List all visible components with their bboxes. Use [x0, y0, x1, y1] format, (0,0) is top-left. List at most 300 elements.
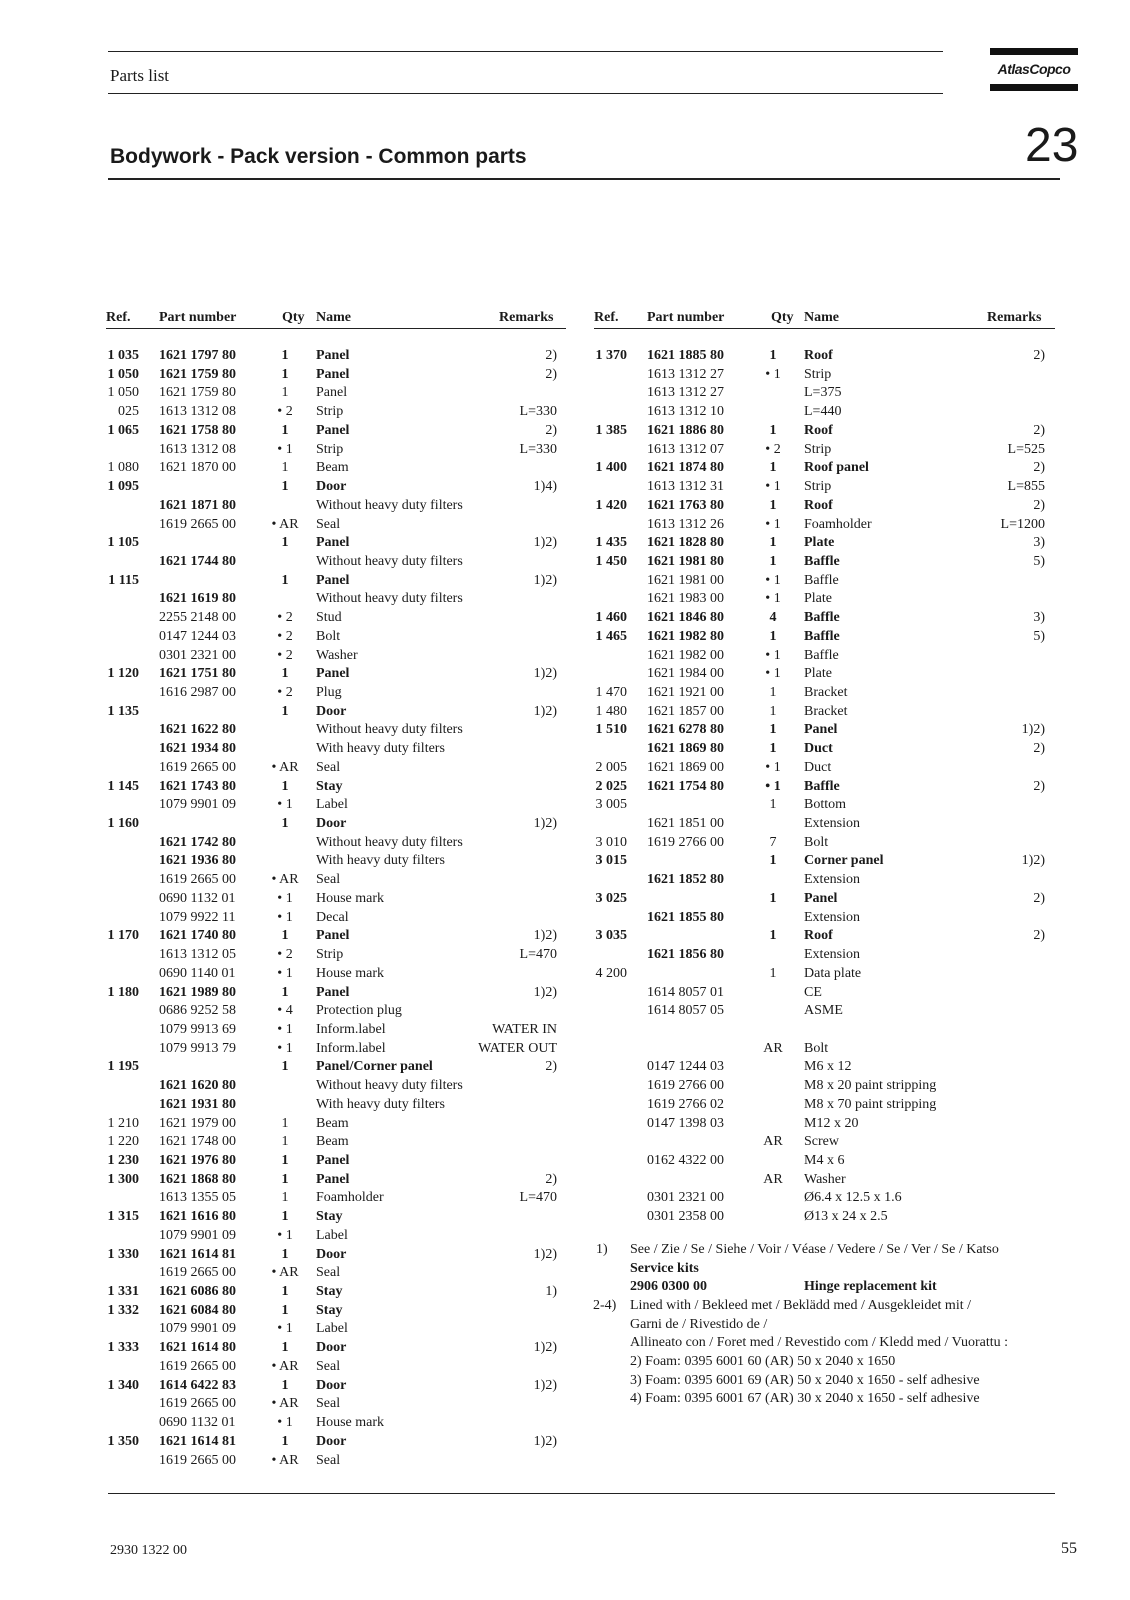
cell-part: 1621 1857 00 [647, 703, 724, 719]
cell-qty: 1 [281, 703, 289, 719]
cell-part: 0301 2358 00 [647, 1209, 724, 1225]
cell-name: Roof [804, 928, 833, 944]
cell-name: Beam [316, 1115, 349, 1131]
table-row [0, 383, 1130, 402]
cell-qty: • 1 [765, 778, 781, 794]
cell-rem: 5) [1033, 628, 1045, 644]
table-row [0, 1207, 1130, 1226]
table-row [0, 1188, 1130, 1207]
cell-part: 1621 1759 80 [159, 366, 236, 382]
note-1-text: See / Zie / Se / Siehe / Voir / Véase / Vedere / Se / Ver / Se / Katso [630, 1242, 999, 1257]
table-row [0, 1057, 1130, 1076]
cell-name: Decal [316, 909, 349, 925]
cell-ref: 3 015 [595, 853, 627, 869]
cell-name: Without heavy duty filters [316, 1078, 463, 1094]
table-row [0, 533, 1130, 552]
cell-part: 1621 1758 80 [159, 422, 236, 438]
cell-part: 1621 1921 00 [647, 685, 724, 700]
cell-part: 1621 1748 00 [159, 1134, 236, 1150]
table-row [0, 458, 1130, 477]
cell-rem: 1) [545, 1284, 557, 1299]
cell-part: 1621 1740 80 [159, 928, 236, 944]
cell-rem: 3) [1033, 535, 1045, 551]
cell-name: M4 x 6 [804, 1153, 845, 1168]
cell-part: 1621 1989 80 [159, 984, 236, 1000]
cell-qty: • 1 [277, 890, 293, 906]
cell-part: 1621 1982 80 [647, 628, 724, 644]
cell-part: 1621 1614 80 [159, 1340, 236, 1356]
cell-name: Roof [804, 497, 833, 513]
cell-name: Extension [804, 816, 860, 831]
cell-ref: 2 025 [595, 778, 627, 794]
table-row [0, 496, 1130, 515]
page-number: 55 [1061, 1540, 1077, 1557]
cell-rem: 2) [545, 1171, 557, 1187]
cell-part: 1614 8057 05 [647, 1003, 724, 1019]
cell-name: Data plate [804, 965, 862, 981]
cell-part: 1616 2987 00 [159, 685, 236, 700]
cell-name: Stay [316, 1209, 343, 1225]
cell-qty: • 1 [765, 666, 781, 682]
note-2-line: 2) Foam: 0395 6001 60 (AR) 50 x 2040 x 1650 [630, 1354, 896, 1369]
note-2-line: Garni de / Rivestido de / [630, 1317, 768, 1332]
col-qty: Qty [282, 310, 305, 325]
cell-part: 1621 1868 80 [159, 1171, 236, 1187]
cell-ref: 1 080 [107, 460, 139, 476]
cell-name: Seal [316, 1452, 341, 1468]
cell-name: Panel [316, 1171, 350, 1187]
table-row [0, 702, 1130, 721]
cell-part: 1621 6086 80 [159, 1284, 236, 1299]
cell-name: Door [316, 1246, 347, 1262]
cell-qty: 4 [769, 610, 777, 626]
table-row [0, 795, 1130, 814]
cell-name: M8 x 20 paint stripping [804, 1078, 937, 1094]
cell-part: 1621 1869 80 [647, 741, 724, 757]
cell-rem: 1)2) [533, 816, 557, 831]
cell-part: 1621 1828 80 [647, 535, 724, 551]
cell-part: 1621 1763 80 [647, 497, 724, 513]
cell-part: 1619 2766 00 [647, 834, 724, 850]
cell-part: 1079 9913 79 [159, 1040, 236, 1056]
cell-ref: 1 460 [595, 610, 627, 626]
cell-name: Without heavy duty filters [316, 553, 463, 569]
cell-ref: 1 331 [107, 1284, 139, 1299]
cell-qty: 1 [769, 722, 777, 738]
cell-ref: 1 510 [595, 722, 627, 738]
cell-name: Panel/Corner panel [316, 1059, 433, 1075]
table-row [0, 627, 1130, 646]
cell-rem: 1)2) [533, 535, 557, 551]
cell-part: 1621 1622 80 [159, 722, 236, 738]
cell-qty: 1 [281, 666, 289, 682]
cell-name: House mark [316, 965, 385, 981]
cell-ref: 1 420 [595, 497, 627, 513]
cell-rem: 5) [1033, 553, 1045, 569]
cell-rem: 1)4) [533, 479, 557, 494]
cell-qty: 1 [769, 890, 777, 906]
cell-name: Door [316, 816, 347, 831]
cell-name: Beam [316, 460, 349, 476]
left-header-rule [106, 328, 566, 329]
kit-part-number: 2906 0300 00 [630, 1279, 707, 1294]
cell-rem: 1)2) [533, 1377, 557, 1393]
cell-name: Ø13 x 24 x 2.5 [804, 1209, 888, 1225]
note-2-line: 4) Foam: 0395 6001 67 (AR) 30 x 2040 x 1650 - self adhesive [630, 1391, 980, 1406]
footer-rule [108, 1493, 1055, 1494]
right-table-header [0, 308, 1130, 327]
cell-name: Extension [804, 872, 860, 888]
cell-qty: 1 [281, 1134, 289, 1150]
cell-name: M12 x 20 [804, 1115, 859, 1131]
cell-name: Plug [316, 685, 342, 700]
col-part-number: Part number [647, 310, 725, 325]
table-row [0, 1095, 1130, 1114]
cell-qty: 1 [769, 422, 777, 438]
cell-part: 1621 1614 81 [159, 1433, 236, 1449]
cell-name: Plate [804, 666, 832, 682]
cell-name: Stay [316, 1302, 343, 1318]
cell-name: Plate [804, 591, 832, 607]
cell-part: 1619 2665 00 [159, 759, 236, 775]
cell-part: 1621 1984 00 [647, 666, 724, 682]
cell-part: 1613 1312 10 [647, 404, 724, 420]
cell-name: Roof panel [804, 460, 869, 476]
cell-rem: 2) [1033, 778, 1045, 794]
cell-name: Panel [316, 422, 350, 438]
note-2-key: 2-4) [593, 1298, 617, 1313]
cell-name: Strip [804, 366, 832, 382]
section-label: Parts list [110, 66, 170, 85]
cell-qty: 1 [281, 348, 289, 363]
cell-ref: 1 333 [107, 1340, 139, 1356]
cell-name: Door [316, 1433, 347, 1449]
cell-ref: 1 035 [107, 348, 139, 363]
cell-part: 0147 1244 03 [159, 628, 236, 644]
table-row [0, 777, 1130, 796]
col-ref: Ref. [594, 310, 619, 325]
col-part-number: Part number [159, 310, 237, 325]
cell-part: 1621 1871 80 [159, 497, 236, 513]
cell-qty: AR [763, 1040, 783, 1056]
note-1-key: 1) [596, 1242, 608, 1257]
cell-rem: 2) [1033, 422, 1045, 438]
cell-qty: 1 [281, 984, 289, 1000]
cell-name: With heavy duty filters [316, 741, 445, 757]
cell-name: Panel [316, 666, 350, 682]
cell-part: 1079 9901 09 [159, 797, 236, 813]
table-row [0, 964, 1130, 983]
cell-qty: 1 [281, 1377, 289, 1393]
cell-qty: 1 [769, 553, 777, 569]
cell-part: 0690 1132 01 [159, 890, 236, 906]
cell-name: Strip [804, 479, 832, 494]
cell-name: Panel [316, 348, 350, 363]
cell-part: 1621 1614 81 [159, 1246, 236, 1262]
cell-qty: 1 [281, 1284, 289, 1299]
table-row [0, 833, 1130, 852]
cell-part: 0301 2321 00 [159, 647, 236, 663]
cell-ref: 2 005 [595, 759, 627, 775]
cell-qty: • AR [271, 872, 299, 888]
col-qty: Qty [771, 310, 794, 325]
cell-rem: L=1200 [1000, 516, 1045, 532]
cell-part: 1621 1852 80 [647, 872, 724, 888]
cell-qty: • AR [271, 759, 299, 775]
cell-ref: 1 120 [107, 666, 139, 682]
cell-name: House mark [316, 1415, 385, 1430]
cell-ref: 1 300 [107, 1171, 139, 1187]
cell-part: 1621 1846 80 [647, 610, 724, 626]
cell-part: 1621 6278 80 [647, 722, 724, 738]
cell-part: 1621 1797 80 [159, 348, 236, 363]
cell-rem: 1)2) [533, 666, 557, 682]
cell-qty: 1 [769, 703, 777, 719]
cell-name: Bottom [804, 797, 847, 813]
cell-ref: 1 330 [107, 1246, 139, 1262]
kit-name: Hinge replacement kit [804, 1279, 937, 1294]
cell-name: Label [316, 797, 348, 813]
cell-rem: 2) [1033, 497, 1045, 513]
cell-name: Foamholder [804, 516, 872, 532]
col-ref: Ref. [106, 310, 131, 325]
table-row [0, 1413, 1130, 1432]
cell-name: Seal [316, 1358, 341, 1374]
table-row [0, 983, 1130, 1002]
cell-qty: 1 [281, 1171, 289, 1187]
right-header-rule [594, 328, 1055, 329]
cell-name: Protection plug [316, 1003, 402, 1019]
cell-qty: 1 [281, 1302, 289, 1318]
cell-ref: 1 105 [107, 535, 139, 551]
cell-qty: 1 [769, 535, 777, 551]
cell-qty: 1 [281, 1153, 289, 1168]
cell-ref: 1 195 [107, 1059, 139, 1075]
table-row [0, 720, 1130, 739]
cell-qty: 1 [281, 778, 289, 794]
cell-part: 1621 1931 80 [159, 1096, 236, 1112]
cell-qty: • 1 [277, 441, 293, 457]
cell-name: Strip [804, 441, 832, 457]
cell-rem: 2) [1033, 741, 1045, 757]
cell-part: 1613 1312 05 [159, 947, 236, 962]
cell-qty: • AR [271, 1452, 299, 1468]
cell-qty: • 1 [765, 479, 781, 494]
cell-part: 1621 1934 80 [159, 741, 236, 757]
cell-name: Panel [316, 984, 350, 1000]
cell-qty: • 1 [277, 965, 293, 981]
cell-rem: 2) [545, 422, 557, 438]
table-row [0, 683, 1130, 702]
cell-name: Bracket [804, 703, 848, 719]
cell-part: 1079 9922 11 [159, 909, 236, 925]
cell-qty: 1 [281, 1209, 289, 1225]
cell-name: Roof [804, 422, 833, 438]
cell-part: 1619 2665 00 [159, 516, 236, 532]
cell-name: M8 x 70 paint stripping [804, 1096, 937, 1112]
cell-rem: 1)2) [533, 984, 557, 1000]
cell-name: Label [316, 1227, 348, 1243]
cell-part: 1613 1312 26 [647, 516, 724, 532]
table-row [0, 1001, 1130, 1020]
table-row [0, 814, 1130, 833]
cell-part: 0147 1244 03 [647, 1059, 724, 1075]
cell-rem: 2) [1033, 890, 1045, 906]
cell-name: Panel [316, 1153, 350, 1168]
cell-qty: 1 [281, 535, 289, 551]
cell-qty: • 2 [277, 404, 293, 420]
cell-rem: L=470 [519, 947, 557, 962]
cell-part: 2255 2148 00 [159, 610, 236, 626]
table-row [0, 402, 1130, 421]
cell-qty: AR [763, 1171, 783, 1187]
cell-rem: 2) [545, 366, 557, 382]
cell-name: Seal [316, 516, 341, 532]
cell-rem: 2) [1033, 460, 1045, 476]
cell-qty: 1 [769, 853, 777, 869]
cell-qty: • 2 [765, 441, 781, 457]
cell-qty: 1 [769, 685, 777, 700]
cell-ref: 1 160 [107, 816, 139, 831]
cell-rem: L=330 [519, 441, 557, 457]
cell-name: Without heavy duty filters [316, 591, 463, 607]
cell-part: 1621 1870 00 [159, 460, 236, 476]
cell-part: 1621 1620 80 [159, 1078, 236, 1094]
cell-name: Inform.label [316, 1040, 386, 1056]
cell-part: 1621 1983 00 [647, 591, 724, 607]
cell-name: Panel [316, 572, 350, 588]
cell-ref: 3 035 [595, 928, 627, 944]
cell-part: 1619 2766 02 [647, 1096, 724, 1112]
cell-name: Panel [316, 535, 350, 551]
col-name: Name [316, 310, 351, 325]
cell-rem: L=330 [519, 404, 557, 420]
cell-part: 1613 1312 31 [647, 479, 724, 494]
cell-part: 1614 6422 83 [159, 1377, 236, 1393]
cell-qty: • 2 [277, 947, 293, 962]
cell-ref: 1 230 [107, 1153, 139, 1168]
cell-name: Duct [804, 741, 833, 757]
cell-ref: 1 065 [107, 422, 139, 438]
cell-ref: 4 200 [595, 965, 627, 981]
cell-name: Baffle [804, 778, 840, 794]
cell-qty: 1 [769, 628, 777, 644]
cell-ref: 1 315 [107, 1209, 139, 1225]
cell-qty: 1 [281, 460, 289, 476]
cell-qty: • 1 [277, 1040, 293, 1056]
cell-rem: 3) [1033, 610, 1045, 626]
cell-ref: 1 115 [108, 572, 139, 588]
cell-qty: AR [763, 1134, 783, 1150]
table-row [0, 1451, 1130, 1470]
cell-qty: 1 [769, 965, 777, 981]
table-row [0, 1263, 1130, 1282]
cell-qty: • 2 [277, 628, 293, 644]
col-remarks: Remarks [499, 310, 554, 325]
cell-part: 1621 1759 80 [159, 385, 236, 401]
cell-rem: 1)2) [533, 1433, 557, 1449]
cell-name: Screw [804, 1134, 839, 1150]
cell-part: 1619 2665 00 [159, 872, 236, 888]
cell-rem: 2) [1033, 928, 1045, 944]
cell-part: 1621 6084 80 [159, 1302, 236, 1318]
cell-part: 1621 1976 80 [159, 1153, 236, 1168]
cell-name: Stay [316, 778, 343, 794]
col-remarks: Remarks [987, 310, 1042, 325]
table-row [0, 1114, 1130, 1133]
cell-qty: • 1 [765, 647, 781, 663]
cell-name: Door [316, 1340, 347, 1356]
cell-ref: 1 332 [107, 1302, 139, 1318]
cell-rem: 1)2) [533, 1340, 557, 1356]
cell-ref: 1 145 [107, 778, 139, 794]
cell-name: Seal [316, 872, 341, 888]
table-row [0, 608, 1130, 627]
cell-part: 1621 1855 80 [647, 909, 724, 925]
cell-part: 1621 1981 00 [647, 572, 724, 588]
cell-qty: 1 [281, 816, 289, 831]
cell-qty: 1 [281, 1246, 289, 1262]
cell-qty: 1 [281, 366, 289, 382]
cell-part: 1614 8057 01 [647, 984, 724, 1000]
table-row [0, 646, 1130, 665]
table-row [0, 1039, 1130, 1058]
note-2-line: Lined with / Bekleed met / Beklädd med / Ausgekleidet mit / [630, 1298, 971, 1313]
cell-name: Stud [316, 610, 342, 626]
cell-name: Panel [804, 722, 838, 738]
cell-name: Strip [316, 441, 344, 457]
cell-name: Stay [316, 1284, 343, 1299]
table-row [0, 945, 1130, 964]
cell-ref: 3 010 [595, 834, 627, 850]
cell-ref: 3 025 [595, 890, 627, 906]
cell-name: Label [316, 1321, 348, 1337]
cell-part: 1621 1754 80 [647, 778, 724, 794]
cell-name: Duct [804, 759, 832, 775]
cell-name: Ø6.4 x 12.5 x 1.6 [804, 1190, 902, 1206]
cell-name: Baffle [804, 572, 839, 588]
cell-rem: 1)2) [1021, 722, 1045, 738]
cell-part: 0690 1140 01 [159, 965, 236, 981]
cell-name: ASME [804, 1003, 843, 1019]
cell-name: Inform.label [316, 1021, 386, 1037]
table-row [0, 1151, 1130, 1170]
note-2-line: Allineato con / Foret med / Revestido com / Kledd med / Vuorattu : [630, 1335, 1008, 1350]
cell-name: Strip [316, 404, 344, 420]
cell-name: Without heavy duty filters [316, 722, 463, 738]
table-row [0, 477, 1130, 496]
cell-name: With heavy duty filters [316, 1096, 445, 1112]
table-row [0, 908, 1130, 927]
cell-rem: 2) [1033, 348, 1045, 363]
cell-qty: 1 [769, 497, 777, 513]
cell-name: Bolt [316, 628, 341, 644]
cell-name: Without heavy duty filters [316, 497, 463, 513]
cell-part: 0686 9252 58 [159, 1003, 236, 1019]
cell-ref: 1 465 [595, 628, 627, 644]
cell-part: 1621 1751 80 [159, 666, 236, 682]
table-row [0, 1432, 1130, 1451]
cell-ref: 1 370 [595, 348, 627, 363]
cell-qty: • 2 [277, 685, 293, 700]
note-2-line: 3) Foam: 0395 6001 69 (AR) 50 x 2040 x 1650 - self adhesive [630, 1373, 980, 1388]
cell-part: 1613 1312 07 [647, 441, 724, 457]
table-row [0, 571, 1130, 590]
header-bottom-rule [108, 93, 943, 94]
cell-part: 1621 1619 80 [159, 591, 236, 607]
cell-qty: 1 [769, 460, 777, 476]
cell-name: Strip [316, 947, 344, 962]
